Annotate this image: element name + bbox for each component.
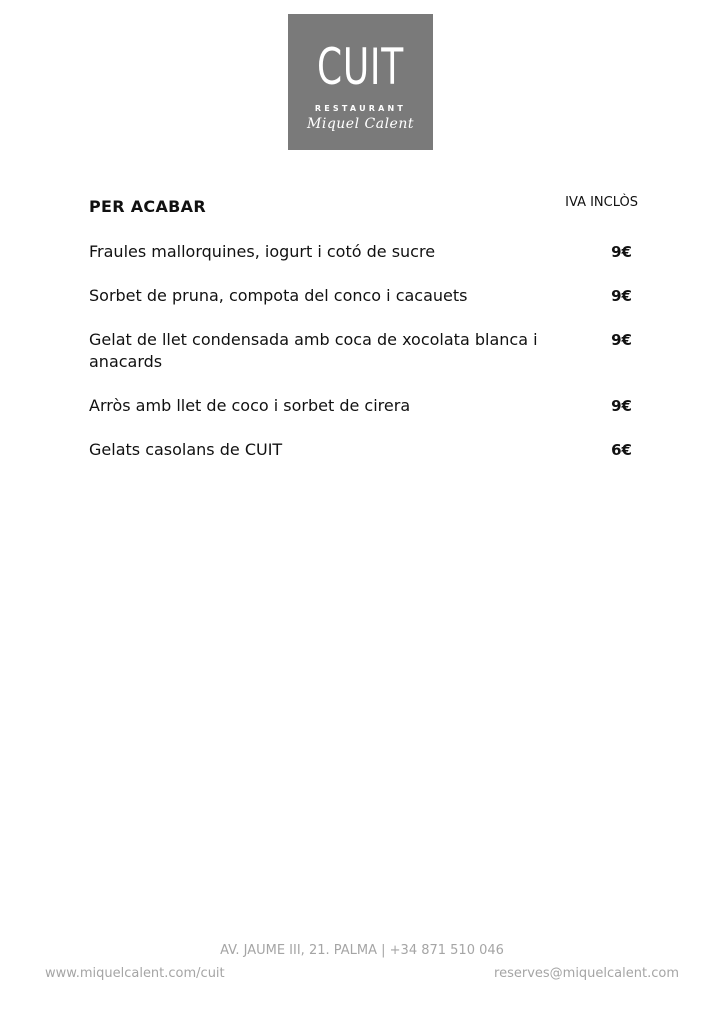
menu-item-price: 6€	[611, 441, 632, 459]
menu-item	[89, 285, 634, 307]
menu-item-price: 9€	[611, 287, 632, 305]
menu-item	[89, 329, 634, 373]
menu-item	[89, 439, 634, 461]
tax-note: IVA INCLÒS	[565, 195, 638, 210]
footer-email-link[interactable]: reserves@miquelcalent.com	[494, 966, 679, 981]
menu-item-name: Gelat de llet condensada amb coca de xocolata blanca i anacards	[89, 330, 538, 371]
logo-name: CUIT	[317, 38, 404, 96]
menu-item-name: Fraules mallorquines, iogurt i cotó de sucre	[89, 242, 436, 261]
footer-address: AV. JAUME III, 21. PALMA | +34 871 510 046	[220, 943, 504, 958]
logo-signature: Miquel Calent	[307, 116, 414, 132]
footer-website-link[interactable]: www.miquelcalent.com/cuit	[45, 966, 225, 981]
menu-item-name: Sorbet de pruna, compota del conco i cacauets	[89, 286, 468, 305]
menu-items	[89, 241, 634, 483]
logo-subtitle: RESTAURANT	[314, 104, 407, 113]
menu-item-name: Arròs amb llet de coco i sorbet de cirera	[89, 396, 411, 415]
menu-item-price: 9€	[611, 243, 632, 261]
menu-item	[89, 241, 634, 263]
section-title: PER ACABAR	[89, 197, 206, 216]
menu-item-price: 9€	[611, 331, 632, 349]
menu-item-price: 9€	[611, 397, 632, 415]
menu-item-name: Gelats casolans de CUIT	[89, 440, 283, 459]
menu-item	[89, 395, 634, 417]
restaurant-logo	[288, 14, 433, 150]
